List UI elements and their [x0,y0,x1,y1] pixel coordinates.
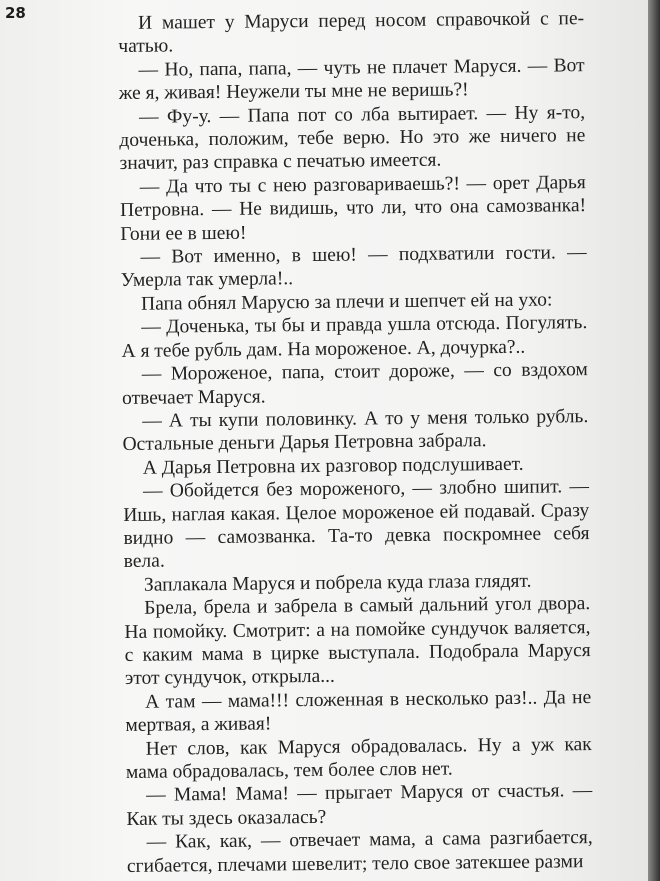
paragraph: А там — мама!!! сложенная в несколько раз!.. Да не мертвая, а живая! [125,686,592,737]
page-edge-shadow [648,0,660,881]
paragraph: — Да что ты с нею разговариваешь?! — орет Дарья Петровна. — Не видишь, что ли, что она самозванка! Гони ее в шею! [119,171,587,245]
page-text [118,7,593,878]
paragraph: Папа обнял Марусю за плечи и шепчет ей на ухо: [140,289,553,315]
paragraph: Заплакала Маруся и побрела куда глаза глядят. [143,570,532,596]
paragraph: Брела, брела и забрела в самый дальний угол двора. На помойку. Смотрит: а на помойке сундучок валяется, с каким мама в цирке выступала. Подобрала Маруся этот сундучок, открыла... [124,593,591,690]
page-number: 28 [5,4,26,22]
paragraph: — Доченька, ты бы и правда ушла отсюда. Погулять. А я тебе рубль дам. На мороженое. А, дочурка?.. [121,312,588,362]
paragraph: — Мороженое, папа, стоит дороже, — со вздохом отвечает Маруся. [121,359,588,409]
paragraph: — Обойдется без мороженого, — злобно шипит. — Ишь, наглая какая. Целое мороженое ей подавай. Сразу видно — самозванка. Та-то девка поскромнее себя вела. [123,476,590,573]
paragraph: — Как, как, — отвечает мама, а сама разгибается, сгибается, плечами шевелит; тело свое затекшее разми [126,827,593,877]
paragraph: И машет у Маруси перед носом справочкой с печатью. [118,8,585,58]
paragraph: А Дарья Петровна их разговор подслушивает. [142,453,524,479]
paragraph: — А ты купи половинку. А то у меня только рубль. Остальные деньги Дарья Петровна забрала. [122,406,589,456]
paragraph: — Фу-у. — Папа пот со лба вытирает. — Ну я-то, доченька, положим, тебе верю. Но это же ничего не значит, раз справка с печатью имеется. [119,101,586,175]
paragraph: — Но, папа, папа, — чуть не плачет Маруся. — Вот же я, живая! Неужели ты мне не веришь?! [118,54,585,105]
paragraph: — Мама! Мама! — прыгает Маруся от счастья. — Как ты здесь оказалась? [126,780,593,830]
paragraph: — Вот именно, в шею! — подхватили гости. — Умерла так умерла!.. [120,242,587,292]
paragraph: Нет слов, как Маруся обрадовалась. Ну а уж как мама обрадовалась, тем более слов нет. [125,733,592,783]
